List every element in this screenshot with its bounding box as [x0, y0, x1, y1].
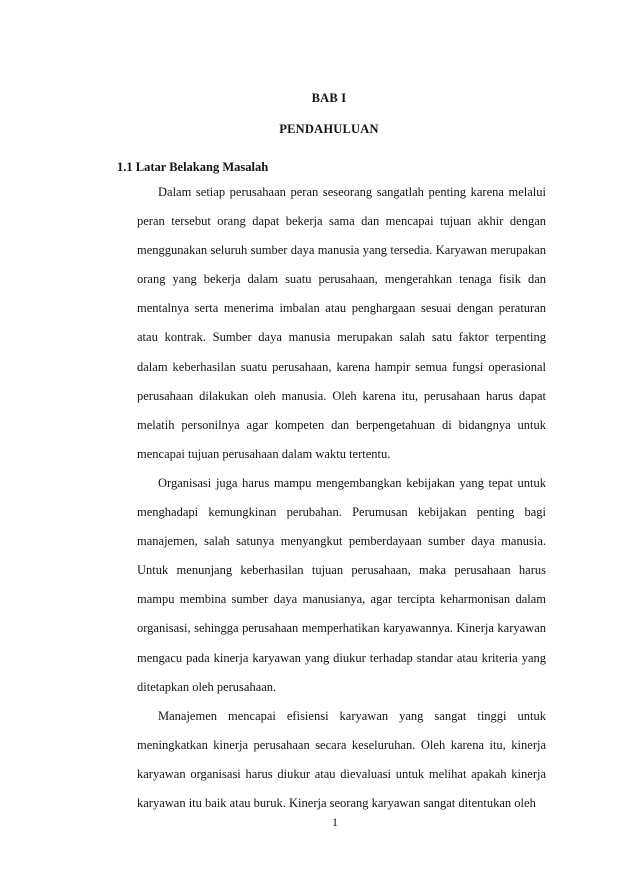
- chapter-number: BAB I: [311, 91, 347, 105]
- section-heading: 1.1 Latar Belakang Masalah: [117, 160, 269, 174]
- body-text: [137, 178, 546, 818]
- paragraph: Dalam setiap perusahaan peran seseorang sangatlah penting karena melalui peran tersebut orang dapat bekerja sama dan mencapai tujuan akhir dengan menggunakan seluruh sumber daya manusia yang tersedia. Karyawan merupakan orang yang bekerja dalam suatu perusahaan, mengerahkan tenaga fisik dan mentalnya serta menerima imbalan atau penghargaan sesuai dengan peraturan atau kontrak. Sumber daya manusia merupakan salah satu faktor terpenting dalam keberhasilan suatu perusahaan, karena hampir semua fungsi operasional perusahaan dilakukan oleh manusia. Oleh karena itu, perusahaan harus dapat melatih personilnya agar kompeten dan berpengetahuan di bidangnya untuk mencapai tujuan perusahaan dalam waktu tertentu.: [137, 185, 546, 461]
- page-number: 1: [332, 815, 338, 829]
- paragraph: Organisasi juga harus mampu mengembangkan kebijakan yang tepat untuk menghadapi kemungkinan perubahan. Perumusan kebijakan penting bagi manajemen, salah satunya menyangkut pemberdayaan sumber daya manusia. Untuk menunjang keberhasilan tujuan perusahaan, maka perusahaan harus mampu membina sumber daya manusianya, agar tercipta keharmonisan dalam organisasi, sehingga perusahaan memperhatikan karyawannya. Kinerja karyawan mengacu pada kinerja karyawan yang diukur terhadap standar atau kriteria yang ditetapkan oleh perusahaan.: [137, 475, 546, 694]
- chapter-title: PENDAHULUAN: [279, 122, 379, 136]
- paragraph: Manajemen mencapai efisiensi karyawan yang sangat tinggi untuk meningkatkan kinerja perusahaan secara keseluruhan. Oleh karena itu, kinerja karyawan organisasi harus diukur atau dievaluasi untuk melihat apakah kinerja karyawan itu baik atau buruk. Kinerja seorang karyawan sangat ditentukan oleh: [137, 708, 546, 810]
